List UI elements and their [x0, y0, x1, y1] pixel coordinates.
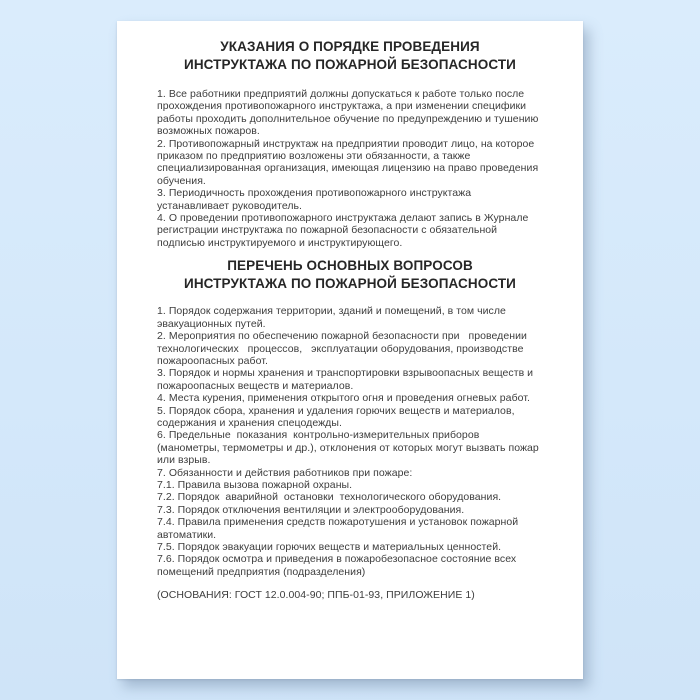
section1-item-4: 4. О проведении противопожарного инструктажа делают запись в Журнале регистрации инструктажа по пожарной безопасности с обязательной подписью инструктируемого и инструктирующего.: [157, 212, 532, 249]
section2-item-7-3: 7.3. Порядок отключения вентиляции и электрооборудования.: [157, 503, 465, 516]
section2-item-7-1: 7.1. Правила вызова пожарной охраны.: [157, 478, 353, 491]
basis-note: (ОСНОВАНИЯ: ГОСТ 12.0.004-90; ППБ-01-93, ПРИЛОЖЕНИЕ 1): [157, 589, 475, 602]
section2-item-2: 2. Мероприятия по обеспечению пожарной безопасности при проведении технологических процессов, эксплуатации оборудования, производстве пожароопасных работ.: [157, 330, 530, 367]
section2-item-7: 7. Обязанности и действия работников при пожаре:: [157, 466, 413, 479]
section2-item-7-2: 7.2. Порядок аварийной остановки технологического оборудования.: [157, 491, 502, 504]
section2-title: ПЕРЕЧЕНЬ ОСНОВНЫХ ВОПРОСОВ ИНСТРУКТАЖА ПО ПОЖАРНОЙ БЕЗОПАСНОСТИ: [184, 258, 516, 291]
section2-item-7-4: 7.4. Правила применения средств пожаротушения и установок пожарной автоматики.: [157, 516, 522, 541]
section1-title: УКАЗАНИЯ О ПОРЯДКЕ ПРОВЕДЕНИЯ ИНСТРУКТАЖА ПО ПОЖАРНОЙ БЕЗОПАСНОСТИ: [184, 39, 516, 72]
section1-item-2: 2. Противопожарный инструктаж на предприятии проводит лицо, на которое приказом по предприятию возложены эти обязанности, а также специализированная организация, имеющая лицензию на право проведения обучения.: [157, 137, 542, 187]
section2-item-5: 5. Порядок сбора, хранения и удаления горючих веществ и материалов, содержания и хранения спецодежды.: [157, 404, 518, 429]
section1-item-3: 3. Периодичность прохождения противопожарного инструктажа устанавливает руководитель.: [157, 187, 475, 212]
section2-item-7-5: 7.5. Порядок эвакуации горючих веществ и материальных ценностей.: [157, 541, 502, 553]
section2-item-1: 1. Порядок содержания территории, зданий и помещений, в том числе эвакуационных путей.: [157, 305, 509, 330]
section1-item-1: 1. Все работники предприятий должны допускаться к работе только после прохождения противопожарного инструктажа, а при изменении специфики работы проходить дополнительное обучение по предупреждению и тушению возможных пожаров.: [157, 88, 542, 138]
section2-item-3: 3. Порядок и нормы хранения и транспортировки взрывоопасных веществ и пожароопасных веществ и материалов.: [157, 367, 537, 392]
section2-item-7-6: 7.6. Порядок осмотра и приведения в пожаробезопасное состояние всех помещений предприятия (подразделения): [157, 553, 520, 578]
section2-item-4: 4. Места курения, применения открытого огня и проведения огневых работ.: [157, 392, 530, 405]
section2-item-6: 6. Предельные показания контрольно-измерительных приборов (манометры, термометры и др.), отклонения от которых могут вызвать пожар или взрыв.: [157, 429, 542, 467]
document-page: [117, 21, 583, 679]
